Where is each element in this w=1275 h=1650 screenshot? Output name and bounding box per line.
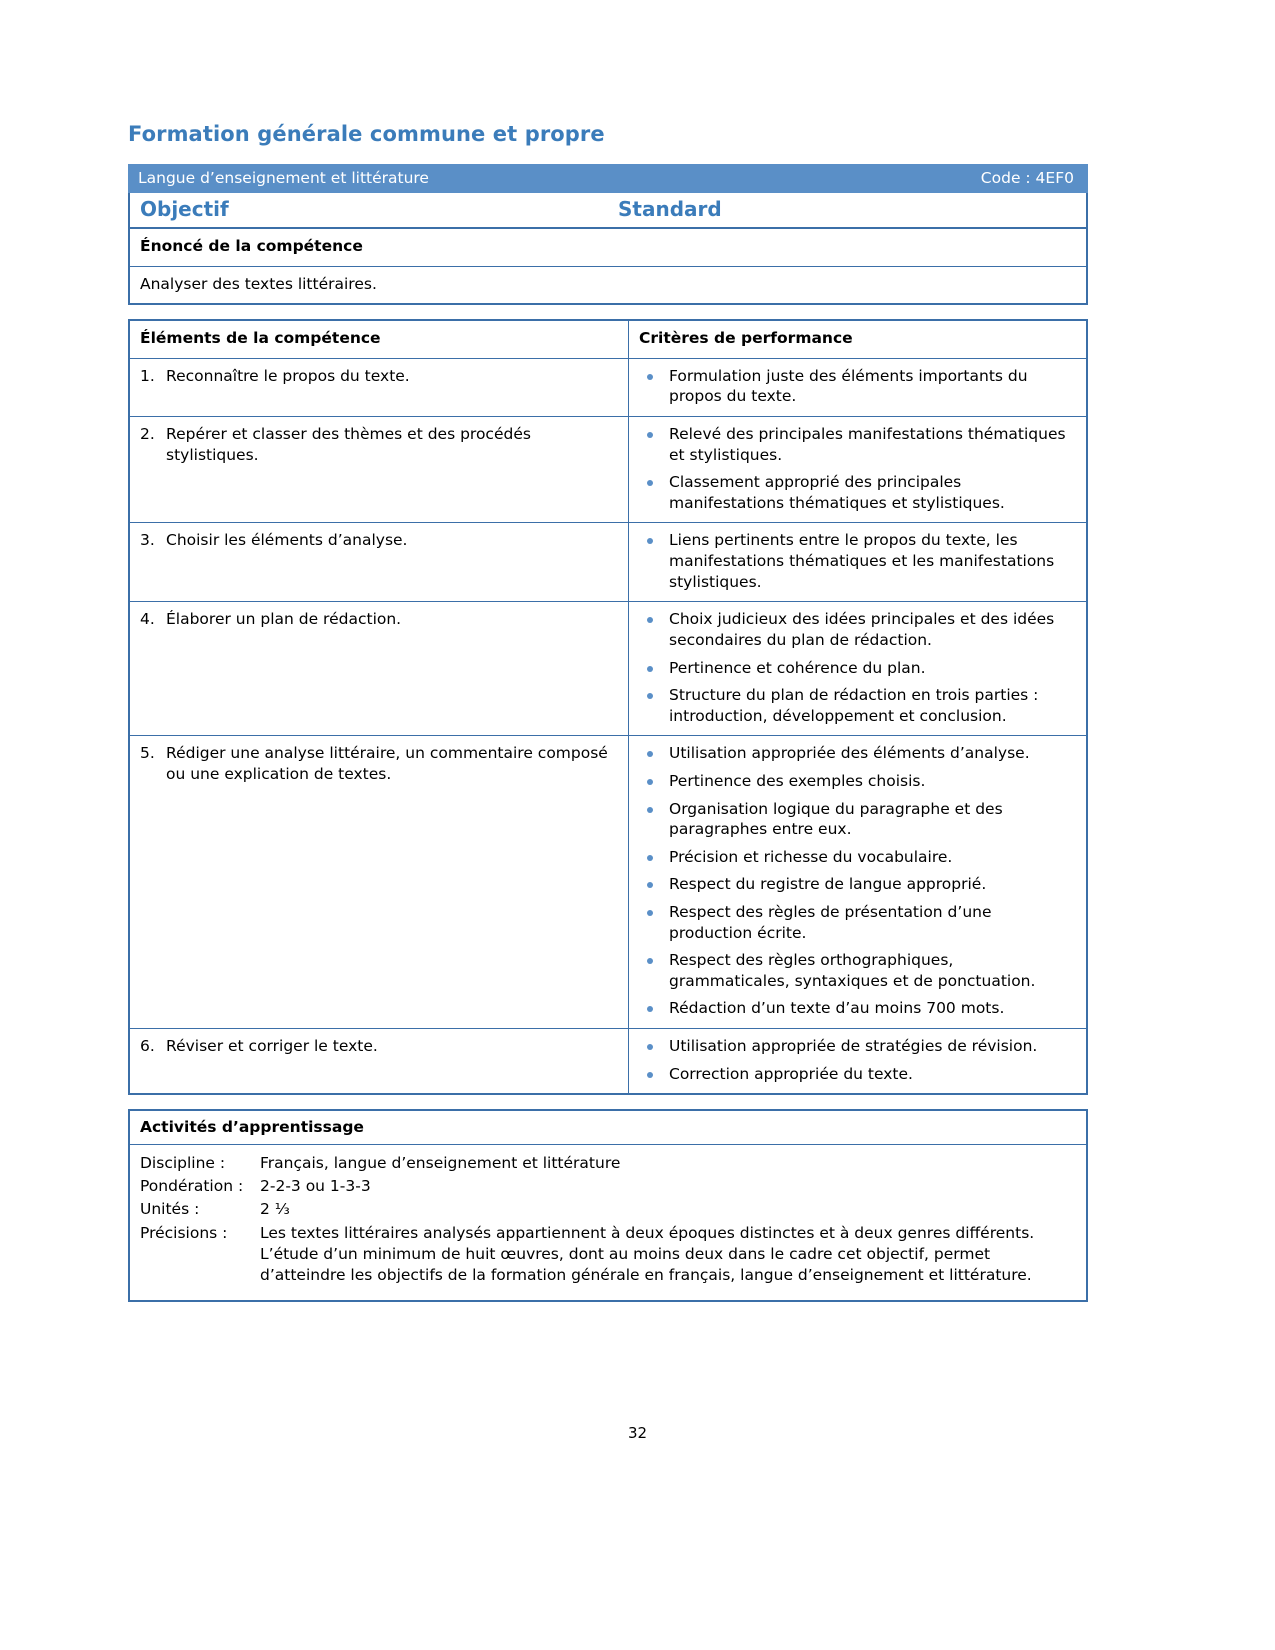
list-item: Respect des règles orthographiques, grammaticales, syntaxiques et de ponctuation. <box>639 950 1076 991</box>
column-headers <box>128 193 1088 227</box>
spacer <box>128 305 1088 319</box>
activites-header: Activités d’apprentissage <box>130 1111 1086 1145</box>
enonce-block <box>128 227 1088 305</box>
activites-label: Discipline : <box>140 1154 226 1173</box>
criteres-cell <box>629 1029 1087 1094</box>
column-header-standard: Standard <box>618 197 722 221</box>
element-number: 1. <box>140 366 155 385</box>
list-item <box>140 366 618 387</box>
table-row <box>130 523 1086 602</box>
activites-block <box>128 1109 1088 1301</box>
element-text: Rédiger une analyse littéraire, un commentaire composé ou une explication de textes. <box>166 744 608 783</box>
table-row <box>140 1176 1076 1199</box>
criteres-list <box>639 743 1076 1019</box>
banner-subject: Langue d’enseignement et littérature <box>138 169 429 187</box>
element-number: 5. <box>140 744 155 763</box>
table-row <box>130 266 1086 303</box>
criteres-list <box>639 366 1076 407</box>
criteres-cell <box>629 523 1087 602</box>
criteres-list <box>639 1036 1076 1084</box>
element-cell <box>130 736 629 1029</box>
activites-table <box>140 1153 1076 1287</box>
competency-block <box>128 319 1088 1095</box>
list-item: Utilisation appropriée de stratégies de révision. <box>639 1036 1076 1057</box>
criteres-list <box>639 424 1076 513</box>
element-list <box>140 424 618 465</box>
criteres-list <box>639 530 1076 592</box>
table-row <box>140 1199 1076 1222</box>
criteres-list <box>639 609 1076 726</box>
element-text: Reconnaître le propos du texte. <box>166 366 410 385</box>
criteres-cell <box>629 736 1087 1029</box>
list-item: Correction appropriée du texte. <box>639 1064 1076 1085</box>
list-item: Pertinence des exemples choisis. <box>639 771 1076 792</box>
page-number: 32 <box>627 1424 648 1442</box>
list-item <box>140 530 618 551</box>
activites-value: Français, langue d’enseignement et littérature <box>260 1154 621 1173</box>
list-item: Organisation logique du paragraphe et des paragraphes entre eux. <box>639 799 1076 840</box>
header-elements: Éléments de la compétence <box>130 321 629 358</box>
list-item: Précision et richesse du vocabulaire. <box>639 847 1076 868</box>
enonce-table <box>130 229 1086 303</box>
element-cell <box>130 358 629 416</box>
list-item: Pertinence et cohérence du plan. <box>639 658 1076 679</box>
list-item: Utilisation appropriée des éléments d’analyse. <box>639 743 1076 764</box>
element-list <box>140 1036 618 1057</box>
list-item: Rédaction d’un texte d’au moins 700 mots. <box>639 998 1076 1019</box>
list-item: Relevé des principales manifestations thématiques et stylistiques. <box>639 424 1076 465</box>
table-row <box>130 736 1086 1029</box>
list-item <box>140 743 618 784</box>
activites-value: 2 ⅓ <box>260 1200 290 1219</box>
activites-label: Unités : <box>140 1200 200 1219</box>
element-number: 6. <box>140 1037 155 1056</box>
list-item: Formulation juste des éléments importants du propos du texte. <box>639 366 1076 407</box>
table-row <box>130 229 1086 266</box>
criteres-cell <box>629 417 1087 523</box>
list-item <box>140 609 618 630</box>
element-cell <box>130 602 629 736</box>
table-row <box>140 1153 1076 1176</box>
element-number: 4. <box>140 610 155 629</box>
banner-code: Code : 4EF0 <box>980 169 1074 187</box>
table-row <box>140 1223 1076 1288</box>
list-item <box>140 1036 618 1057</box>
element-cell <box>130 1029 629 1094</box>
table-header-row <box>130 321 1086 358</box>
element-text: Repérer et classer des thèmes et des procédés stylistiques. <box>166 425 531 464</box>
table-row <box>130 417 1086 523</box>
subject-banner <box>128 164 1088 193</box>
element-list <box>140 609 618 630</box>
table-row <box>130 1029 1086 1094</box>
element-text: Élaborer un plan de rédaction. <box>166 610 402 629</box>
competency-table <box>130 321 1086 1093</box>
list-item: Choix judicieux des idées principales et des idées secondaires du plan de rédaction. <box>639 609 1076 650</box>
element-cell <box>130 417 629 523</box>
column-header-objectif: Objectif <box>140 197 229 221</box>
precision-line: L’étude d’un minimum de huit œuvres, dont au moins deux dans le cadre cet objectif, permet d’atteindre les objectifs de la formation générale en français, langue d’enseignement et littérature. <box>260 1244 1032 1284</box>
enonce-header: Énoncé de la compétence <box>130 229 1086 266</box>
table-row <box>130 602 1086 736</box>
header-criteres: Critères de performance <box>629 321 1087 358</box>
element-list <box>140 743 618 784</box>
activites-label: Précisions : <box>140 1223 228 1242</box>
activites-precisions <box>260 1223 1076 1288</box>
list-item: Structure du plan de rédaction en trois parties : introduction, développement et conclusion. <box>639 685 1076 726</box>
list-item: Respect des règles de présentation d’une production écrite. <box>639 902 1076 943</box>
activites-body <box>130 1145 1086 1299</box>
list-item: Classement approprié des principales manifestations thématiques et stylistiques. <box>639 472 1076 513</box>
list-item: Liens pertinents entre le propos du texte, les manifestations thématiques et les manifestations stylistiques. <box>639 530 1076 592</box>
document-page <box>128 0 1088 1302</box>
activites-label: Pondération : <box>140 1177 244 1196</box>
spacer <box>128 1095 1088 1109</box>
page-title: Formation générale commune et propre <box>128 122 605 146</box>
element-cell <box>130 523 629 602</box>
element-number: 3. <box>140 531 155 550</box>
criteres-cell <box>629 358 1087 416</box>
table-row <box>130 358 1086 416</box>
list-item: Respect du registre de langue approprié. <box>639 874 1076 895</box>
element-list <box>140 530 618 551</box>
element-text: Réviser et corriger le texte. <box>166 1037 378 1056</box>
element-list <box>140 366 618 387</box>
precision-line: Les textes littéraires analysés appartiennent à deux époques distinctes et à deux genres différents. <box>260 1223 1035 1242</box>
criteres-cell <box>629 602 1087 736</box>
enonce-text: Analyser des textes littéraires. <box>140 274 377 293</box>
element-text: Choisir les éléments d’analyse. <box>166 531 408 550</box>
list-item <box>140 424 618 465</box>
element-number: 2. <box>140 425 155 444</box>
activites-value: 2-2-3 ou 1-3-3 <box>260 1177 371 1196</box>
